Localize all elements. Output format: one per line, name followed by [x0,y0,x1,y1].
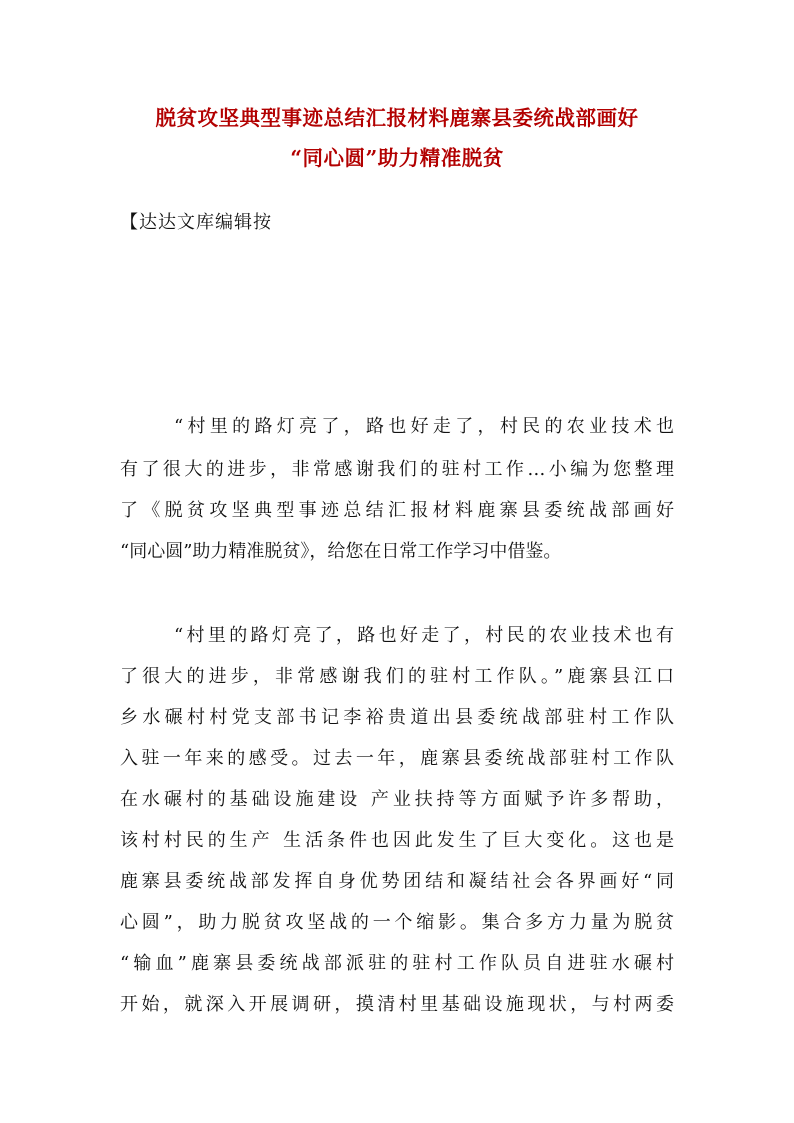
intro-paragraph-line: “同心圆”助力精准脱贫》，给您在日常工作学习中借鉴。 [120,541,562,562]
body-paragraph-line: 了很大的进步，非常感谢我们的驻村工作队。”鹿寨县江口 [120,666,674,687]
body-paragraph-line: 入驻一年来的感受。过去一年，鹿寨县委统战部驻村工作队 [120,748,674,769]
editor-note: 【达达文库编辑按 [120,212,272,233]
body-paragraph-line: 该村村民的生产 生活条件也因此发生了巨大变化。这也是 [120,830,674,851]
document-title-line-1: 脱贫攻坚典型事迹总结汇报材料鹿寨县委统战部画好 [155,106,639,130]
body-paragraph-line: 乡水碾村村党支部书记李裕贵道出县委统战部驻村工作队 [120,707,674,728]
body-paragraph-line: “村里的路灯亮了，路也好走了，村民的农业技术也有 [174,625,674,646]
document-title-line-2: “同心圆”助力精准脱贫 [290,146,504,170]
intro-paragraph-line: 有了很大的进步，非常感谢我们的驻村工作…小编为您整理 [120,459,674,480]
body-paragraph-line: 鹿寨县委统战部发挥自身优势团结和凝结社会各界画好“同 [120,871,674,892]
body-paragraph-line: 开始，就深入开展调研，摸清村里基础设施现状，与村两委 [120,994,674,1015]
intro-paragraph-line: “村里的路灯亮了，路也好走了，村民的农业技术也 [174,416,674,437]
body-paragraph-line: “输血”鹿寨县委统战部派驻的驻村工作队员自进驻水碾村 [120,953,674,974]
body-paragraph-line: 在水碾村的基础设施建设 产业扶持等方面赋予许多帮助， [120,789,674,810]
body-paragraph-line: 心圆”，助力脱贫攻坚战的一个缩影。集合多方力量为脱贫 [120,912,674,933]
intro-paragraph-line: 了《脱贫攻坚典型事迹总结汇报材料鹿寨县委统战部画好 [120,500,674,521]
